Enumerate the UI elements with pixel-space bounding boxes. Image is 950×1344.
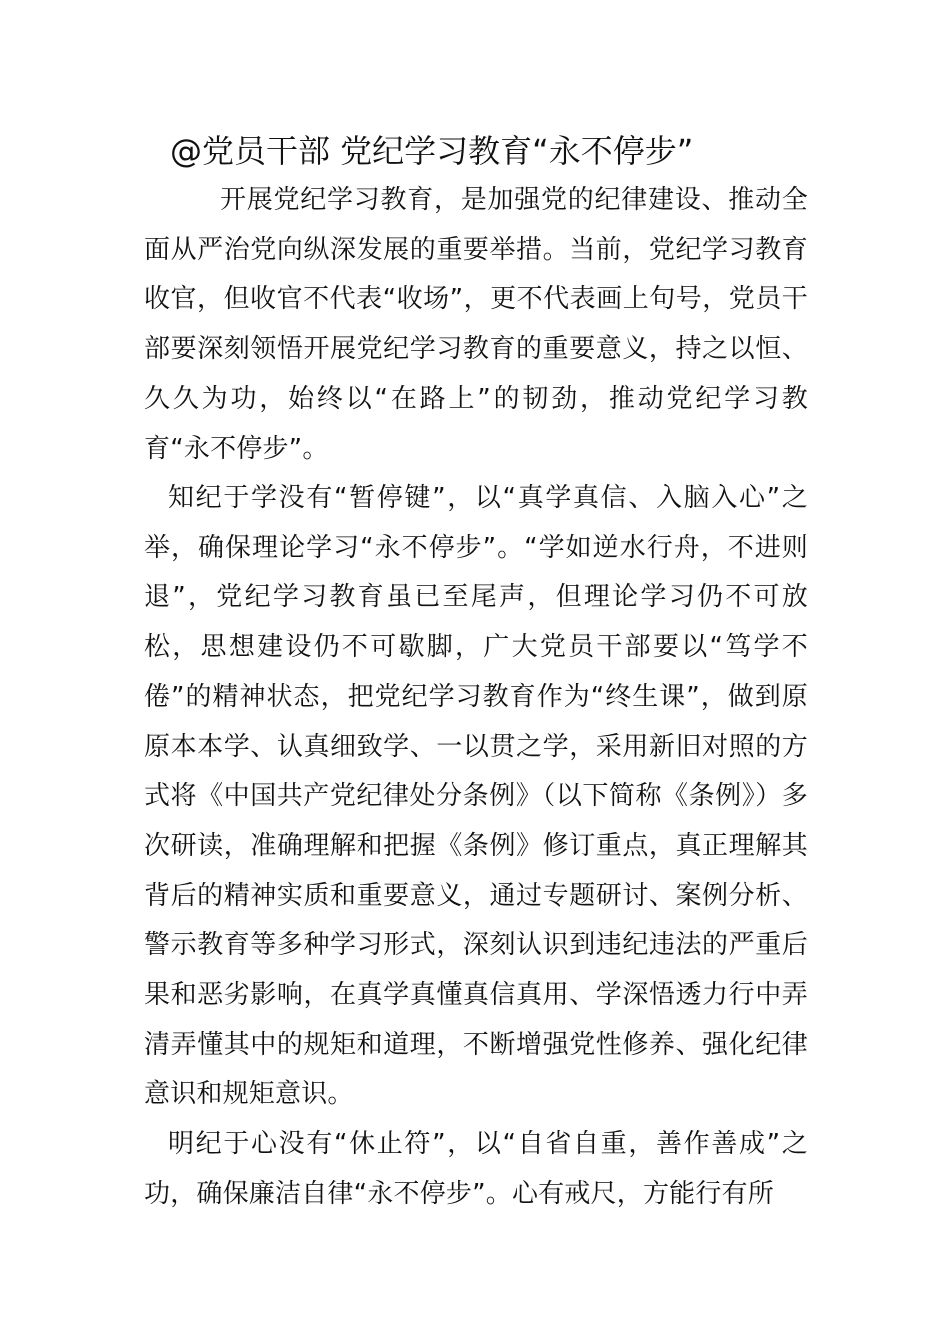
document-title: @党员干部 党纪学习教育“永不停步” <box>170 132 694 170</box>
paragraph-3: 明纪于心没有“休止符”，以“自省自重，善作善成”之功，确保廉洁自律“永不停步”。心有戒尺，方能行有所 <box>144 1129 808 1209</box>
paragraph-1: 开展党纪学习教育，是加强党的纪律建设、推动全面从严治党向纵深发展的重要举措。当前，党纪学习教育收官，但收官不代表“收场”，更不代表画上句号，党员干部要深刻领悟开展党纪学习教育的重要意义，持之以恒、久久为功，始终以“在路上”的韧劲，推动党纪学习教育“永不停步”。 <box>144 185 808 464</box>
paragraph-2: 知纪于学没有“暂停键”，以“真学真信、入脑入心”之举，确保理论学习“永不停步”。“学如逆水行舟，不进则退”，党纪学习教育虽已至尾声，但理论学习仍不可放松，思想建设仍不可歇脚，广大党员干部要以“笃学不倦”的精神状态，把党纪学习教育作为“终生课”，做到原原本本学、认真细致学、一以贯之学，采用新旧对照的方式将《中国共产党纪律处分条例》（以下简称《条例》）多次研读，准确理解和把握《条例》修订重点，真正理解其背后的精神实质和重要意义，通过专题研讨、案例分析、警示教育等多种学习形式，深刻认识到违纪违法的严重后果和恶劣影响，在真学真懂真信真用、学深悟透力行中弄清弄懂其中的规矩和道理，不断增强党性修养、强化纪律意识和规矩意识。 <box>144 483 808 1110</box>
